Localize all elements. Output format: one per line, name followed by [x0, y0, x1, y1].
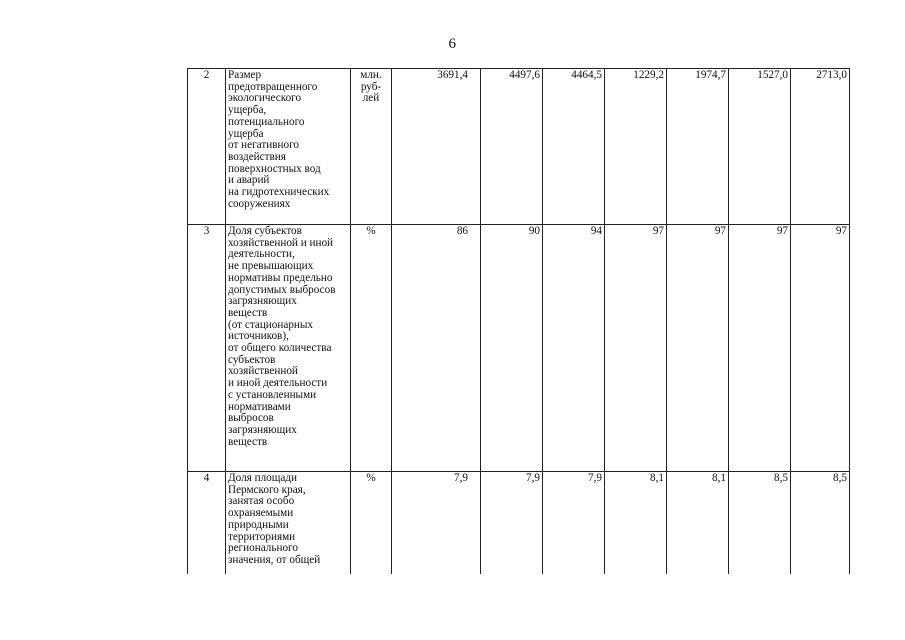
indicator-name: Доля субъектов хозяйственной и иной деятельности, не превышающих нормативы предельно допустимых выбросов загрязняющих веществ (от стационарных источников), от общего количества субъектов хозяйственной и иной деятельности с установленными нормативами выбросов загрязняющих веществ	[226, 225, 351, 472]
value-cell: 4497,6	[481, 69, 543, 225]
value-cell: 1974,7	[667, 69, 729, 225]
value-cell: 94	[543, 225, 605, 472]
value-cell: 3691,4	[392, 69, 481, 225]
value-cell: 8,1	[605, 472, 667, 575]
table-row	[188, 69, 850, 225]
value-cell: 97	[791, 225, 850, 472]
indicators-table	[187, 68, 850, 574]
row-number: 3	[188, 225, 226, 472]
indicator-name: Размер предотвращенного экологического ущерба, потенциального ущерба от негативного воздействия поверхностных вод и аварий на гидротехнических сооружениях	[226, 69, 351, 225]
value-cell: 97	[729, 225, 791, 472]
value-cell: 4464,5	[543, 69, 605, 225]
row-number: 4	[188, 472, 226, 575]
value-cell: 86	[392, 225, 481, 472]
unit-cell: %	[351, 472, 392, 575]
row-number: 2	[188, 69, 226, 225]
indicator-name: Доля площади Пермского края, занятая особо охраняемыми природными территориями регионального значения, от общей	[226, 472, 351, 575]
value-cell: 97	[667, 225, 729, 472]
unit-cell: млн. руб- лей	[351, 69, 392, 225]
table-row	[188, 472, 850, 575]
value-cell: 8,5	[791, 472, 850, 575]
page-number: 6	[448, 36, 457, 52]
value-cell: 8,5	[729, 472, 791, 575]
value-cell: 7,9	[543, 472, 605, 575]
value-cell: 7,9	[481, 472, 543, 575]
unit-cell: %	[351, 225, 392, 472]
table-row	[188, 225, 850, 472]
value-cell: 8,1	[667, 472, 729, 575]
value-cell: 1229,2	[605, 69, 667, 225]
value-cell: 7,9	[392, 472, 481, 575]
value-cell: 2713,0	[791, 69, 850, 225]
value-cell: 90	[481, 225, 543, 472]
value-cell: 97	[605, 225, 667, 472]
value-cell: 1527,0	[729, 69, 791, 225]
